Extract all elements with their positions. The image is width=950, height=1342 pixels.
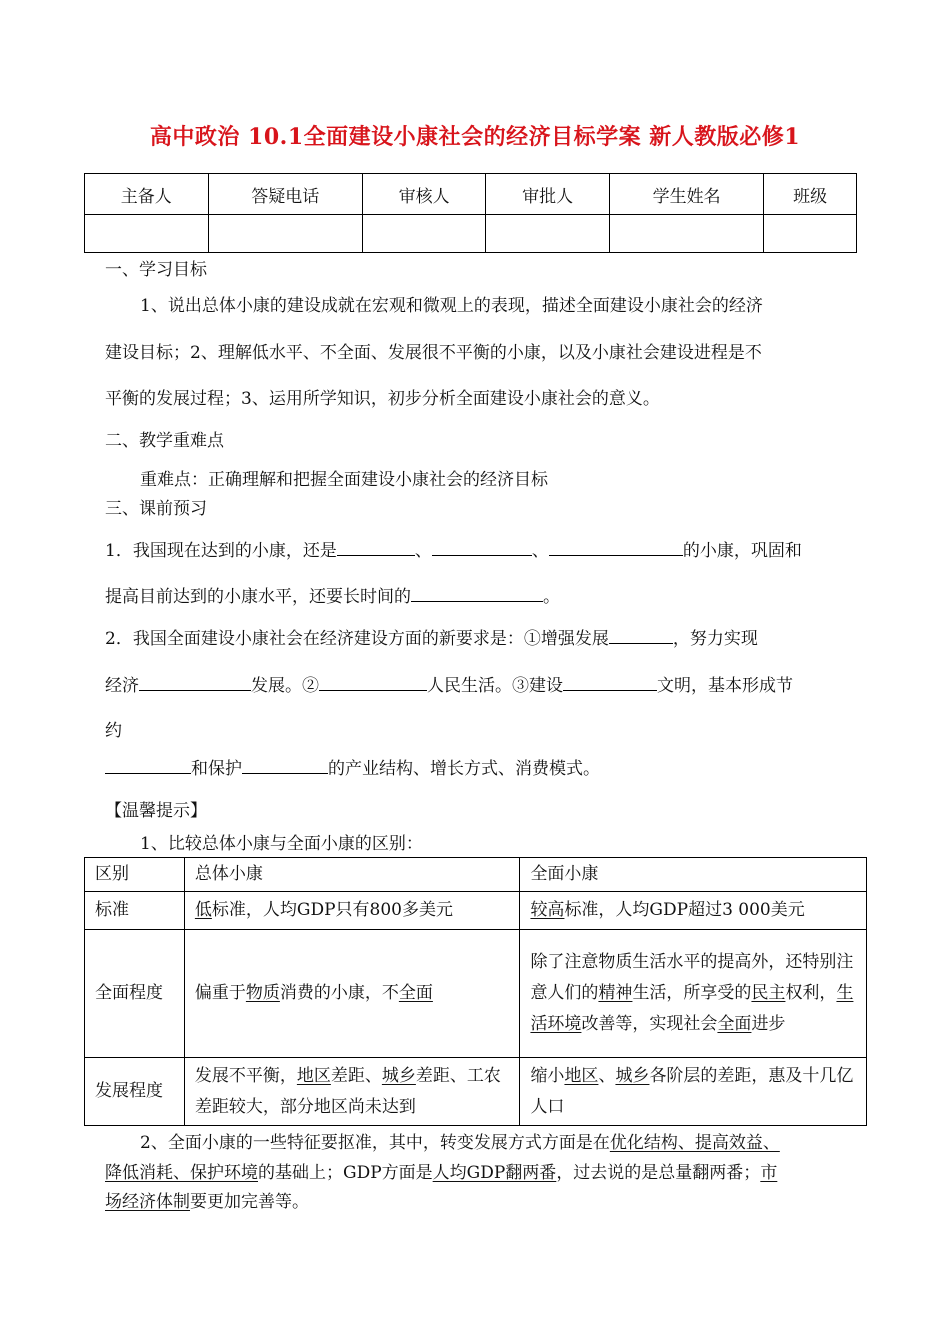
- section-heading-goals: 一、学习目标: [105, 260, 207, 280]
- tips-item-2-cont: [105, 1187, 309, 1212]
- text: 标准，人均GDP只有800多美元: [211, 900, 453, 920]
- table-header-cell: 全面小康: [520, 858, 867, 892]
- fill-blank[interactable]: [432, 537, 532, 556]
- text: ，努力实现: [672, 629, 758, 649]
- text: 的基础上；GDP方面是: [258, 1163, 433, 1183]
- meta-value-cell: [764, 215, 857, 253]
- table-row: [85, 930, 867, 1058]
- meta-value-row: [85, 215, 857, 253]
- tips-item-1: 1、比较总体小康与全面小康的区别：: [140, 834, 423, 854]
- page-title: 高中政治 10.1全面建设小康社会的经济目标学案 新人教版必修1: [149, 124, 801, 150]
- table-header-cell: 总体小康: [184, 858, 520, 892]
- preview-question-2-cont: 约: [105, 721, 122, 741]
- underlined-term: 城乡: [615, 1065, 650, 1086]
- row-label: 全面程度: [85, 930, 185, 1058]
- fill-blank[interactable]: [563, 672, 657, 691]
- underlined-term: 降低消耗、保护环境: [105, 1163, 258, 1183]
- meta-value-cell: [208, 215, 362, 253]
- tips-item-2: [140, 1128, 780, 1153]
- goals-paragraph-line: 1、说出总体小康的建设成就在宏观和微观上的表现，描述全面建设小康社会的经济: [140, 296, 763, 316]
- text: 除了注意物质生活水平的提高外，还特别注意人们的: [530, 952, 854, 1003]
- text: 的产业结构、增长方式、消费模式。: [328, 759, 600, 779]
- underlined-term: 地区: [564, 1065, 599, 1086]
- text: 权利，: [785, 983, 837, 1003]
- underlined-term: 民主: [751, 983, 786, 1003]
- underlined-term: 市: [760, 1163, 778, 1183]
- comparison-table: [84, 857, 867, 1126]
- underlined-term: 优化结构、提高效益、: [609, 1133, 780, 1153]
- meta-value-cell: [362, 215, 486, 253]
- underlined-term: 生活环境: [530, 983, 854, 1034]
- text: 、: [598, 1065, 616, 1086]
- preview-question-2-cont: [105, 671, 793, 696]
- text: 偏重于: [194, 983, 246, 1003]
- preview-question-2-cont: [105, 754, 600, 779]
- fill-blank[interactable]: [105, 755, 191, 774]
- underlined-term: 人均GDP翻两番: [432, 1163, 557, 1183]
- overall-cell: [184, 1058, 520, 1126]
- fill-blank[interactable]: [549, 537, 683, 556]
- underlined-term: 地区: [296, 1065, 331, 1086]
- goals-paragraph-line: 建设目标；2、理解低水平、不全面、发展很不平衡的小康，以及小康社会建设进程是不: [105, 343, 762, 363]
- meta-header-cell: 审批人: [486, 174, 610, 215]
- meta-table: [84, 173, 857, 253]
- table-header-cell: 区别: [85, 858, 185, 892]
- full-cell: [520, 1058, 867, 1126]
- meta-header-cell: 学生姓名: [609, 174, 763, 215]
- meta-header-cell: 审核人: [362, 174, 486, 215]
- section-heading-difficulty: 二、教学重难点: [105, 431, 224, 451]
- underlined-term: 全面: [398, 983, 433, 1003]
- comparison-header-row: [85, 858, 867, 892]
- text: 和保护: [191, 759, 242, 779]
- text: 、: [414, 541, 432, 561]
- full-cell: [520, 930, 867, 1058]
- text: 要更加完善等。: [190, 1192, 309, 1212]
- text: 缩小: [530, 1065, 565, 1086]
- text: 。: [543, 587, 560, 607]
- difficulty-text: 重难点：正确理解和把握全面建设小康社会的经济目标: [140, 470, 548, 490]
- table-row: [85, 892, 867, 930]
- preview-question-1: [105, 536, 802, 561]
- text: 2、全面小康的一些特征要抠准，其中，转变发展方式方面是在: [140, 1133, 610, 1153]
- underlined-term: 低: [194, 900, 212, 920]
- section-heading-preview: 三、课前预习: [105, 499, 207, 519]
- text: 提高目前达到的小康水平，还要长时间的: [105, 587, 411, 607]
- meta-header-cell: 主备人: [85, 174, 209, 215]
- fill-blank[interactable]: [319, 672, 427, 691]
- underlined-term: 城乡: [381, 1065, 416, 1086]
- overall-cell: [184, 892, 520, 930]
- text: 经济: [105, 676, 139, 696]
- fill-blank[interactable]: [411, 583, 543, 602]
- text: 文明，基本形成节: [657, 676, 793, 696]
- meta-value-cell: [486, 215, 610, 253]
- preview-question-1-cont: [105, 582, 560, 607]
- text: 差距、工农差距较大，部分地区尚未达到: [194, 1065, 501, 1117]
- fill-blank[interactable]: [242, 755, 328, 774]
- text: 2．我国全面建设小康社会在经济建设方面的新要求是：①增强发展: [105, 629, 609, 649]
- row-label: 发展程度: [85, 1058, 185, 1126]
- meta-header-cell: 班级: [764, 174, 857, 215]
- goals-paragraph-line: 平衡的发展过程；3、运用所学知识，初步分析全面建设小康社会的意义。: [105, 389, 660, 409]
- fill-blank[interactable]: [139, 672, 251, 691]
- fill-blank[interactable]: [337, 537, 415, 556]
- text: ，过去说的是总量翻两番；: [556, 1163, 761, 1183]
- text: 各阶层的差距，惠及十几亿人口: [530, 1065, 854, 1117]
- text: 改善等，实现社会: [581, 1014, 718, 1034]
- text: 生活，所享受的: [632, 983, 752, 1003]
- underlined-term: 场经济体制: [105, 1192, 190, 1212]
- text: 消费的小康，不: [279, 983, 399, 1003]
- text: 、: [531, 541, 549, 561]
- meta-value-cell: [609, 215, 763, 253]
- tips-heading: 【温馨提示】: [105, 801, 207, 821]
- underlined-term: 物质: [245, 983, 280, 1003]
- text: 标准，人均GDP超过3 000美元: [564, 900, 805, 920]
- full-cell: [520, 892, 867, 930]
- text: 人民生活。③建设: [427, 676, 563, 696]
- underlined-term: 较高: [530, 900, 565, 920]
- underlined-term: 全面: [717, 1014, 752, 1034]
- table-row: [85, 1058, 867, 1126]
- text: 发展不平衡，: [194, 1065, 297, 1086]
- text: 1．我国现在达到的小康，还是: [105, 541, 337, 561]
- preview-question-2: [105, 624, 758, 649]
- fill-blank[interactable]: [609, 625, 673, 644]
- meta-header-cell: 答疑电话: [208, 174, 362, 215]
- text: 差距、: [330, 1065, 382, 1086]
- tips-item-2-cont: [105, 1158, 777, 1183]
- underlined-term: 精神: [598, 983, 633, 1003]
- text: 进步: [751, 1014, 786, 1034]
- text: 的小康，巩固和: [682, 541, 802, 561]
- row-label: 标准: [85, 892, 185, 930]
- overall-cell: [184, 930, 520, 1058]
- meta-header-row: [85, 174, 857, 215]
- text: 发展。②: [251, 676, 319, 696]
- meta-value-cell: [85, 215, 209, 253]
